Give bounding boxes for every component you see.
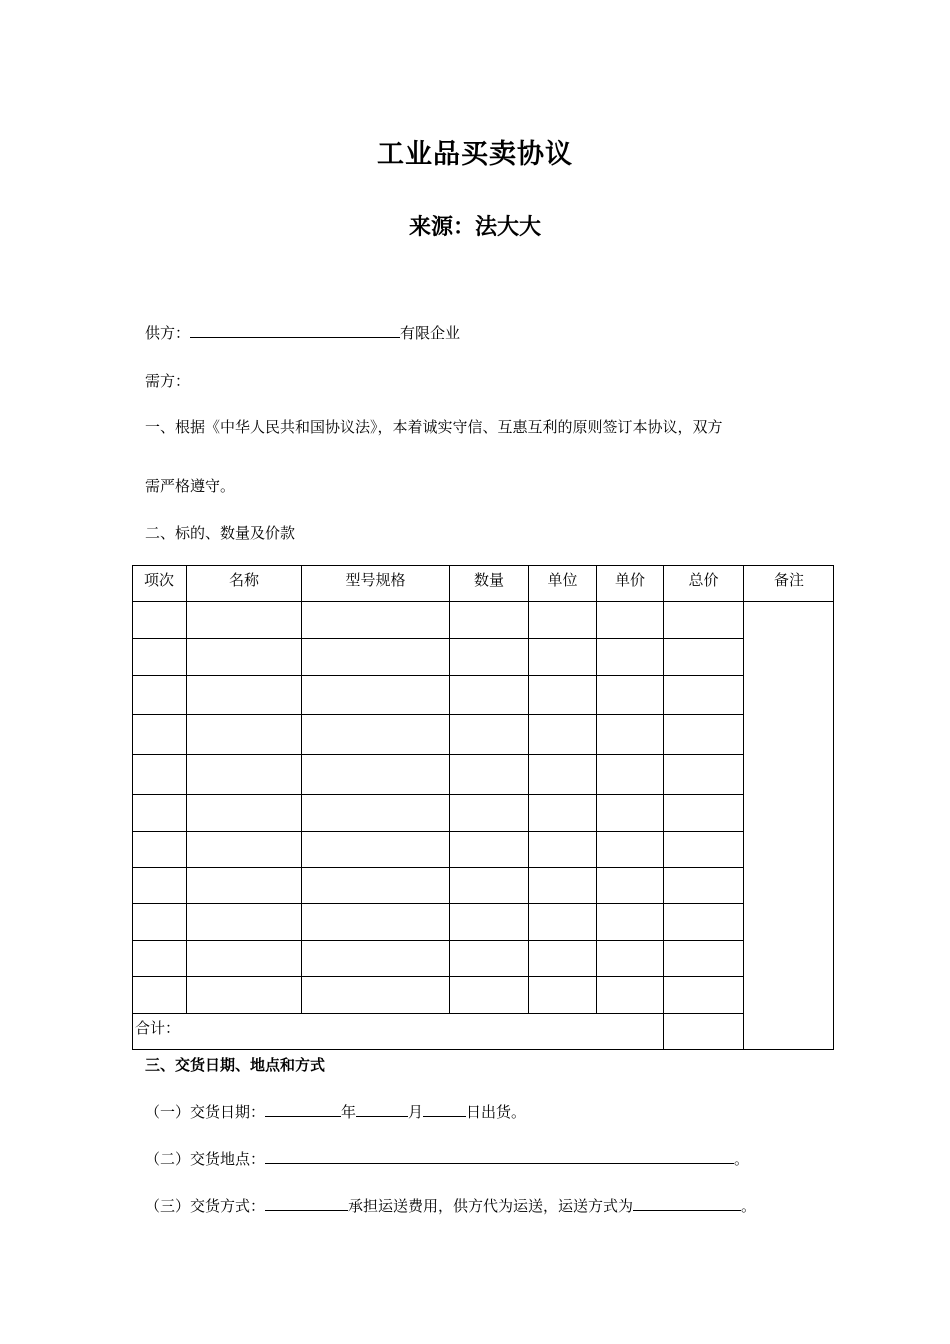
transport-method-blank[interactable] (633, 1196, 741, 1211)
row-divider (132, 794, 744, 795)
header-total-price: 总价 (664, 565, 744, 602)
total-label: 合计： (135, 1019, 181, 1037)
header-name: 名称 (187, 565, 302, 602)
remarks-cell[interactable] (744, 602, 833, 1049)
goods-table (132, 565, 834, 1050)
clause3-heading: 三、交货日期、地点和方式 (145, 1056, 326, 1074)
document-title: 工业品买卖协议 (377, 139, 573, 170)
delivery-year-blank[interactable] (265, 1102, 341, 1117)
supplier-line (145, 322, 460, 343)
column-divider (301, 602, 302, 1013)
row-divider (132, 976, 744, 977)
column-divider (663, 602, 664, 1050)
delivery-month-blank[interactable] (356, 1102, 408, 1117)
clause1-line2: 需严格遵守。 (145, 477, 236, 495)
total-amount-cell[interactable] (664, 1014, 743, 1049)
delivery-method-label: （三）交货方式： (145, 1197, 266, 1215)
buyer-line (145, 370, 190, 391)
row-divider (132, 867, 744, 868)
row-divider (132, 831, 744, 832)
delivery-method-end: 。 (741, 1197, 757, 1215)
supplier-suffix: 有限企业 (400, 324, 461, 342)
row-divider (132, 714, 744, 715)
row-divider (132, 638, 744, 639)
freight-payer-blank[interactable] (265, 1196, 348, 1211)
delivery-method-line (145, 1195, 756, 1216)
column-divider (449, 602, 450, 1013)
header-quantity: 数量 (450, 565, 529, 602)
clause1-line1: 一、根据《中华人民共和国协议法》，本着诚实守信、互惠互利的原则签订本协议，双方 (145, 418, 723, 436)
document-source: 来源：法大大 (408, 214, 541, 240)
column-divider (596, 602, 597, 1013)
delivery-date-label: （一）交货日期： (145, 1103, 266, 1121)
header-remarks: 备注 (744, 565, 834, 602)
buyer-label: 需方： (145, 372, 191, 390)
delivery-place-blank[interactable] (265, 1149, 734, 1164)
row-divider (132, 940, 744, 941)
delivery-day-blank[interactable] (423, 1102, 466, 1117)
delivery-date-line (145, 1101, 526, 1122)
row-divider (132, 903, 744, 904)
row-divider (132, 754, 744, 755)
delivery-place-label: （二）交货地点： (145, 1150, 266, 1168)
column-divider (186, 602, 187, 1013)
supplier-name-blank[interactable] (190, 323, 400, 338)
header-item-no: 项次 (132, 565, 187, 602)
clause2-heading: 二、标的、数量及价款 (145, 524, 296, 542)
delivery-method-text: 承担运送费用，供方代为运送，运送方式为 (348, 1197, 634, 1215)
supplier-label: 供方： (145, 324, 191, 342)
year-label: 年 (341, 1103, 357, 1121)
row-divider (132, 675, 744, 676)
header-unit-price: 单价 (597, 565, 664, 602)
month-label: 月 (408, 1103, 424, 1121)
delivery-place-end: 。 (734, 1150, 750, 1168)
delivery-place-line (145, 1148, 749, 1169)
row-divider (132, 1013, 744, 1014)
column-divider (528, 602, 529, 1013)
header-unit: 单位 (529, 565, 597, 602)
header-spec: 型号规格 (302, 565, 450, 602)
day-label: 日出货。 (466, 1103, 527, 1121)
